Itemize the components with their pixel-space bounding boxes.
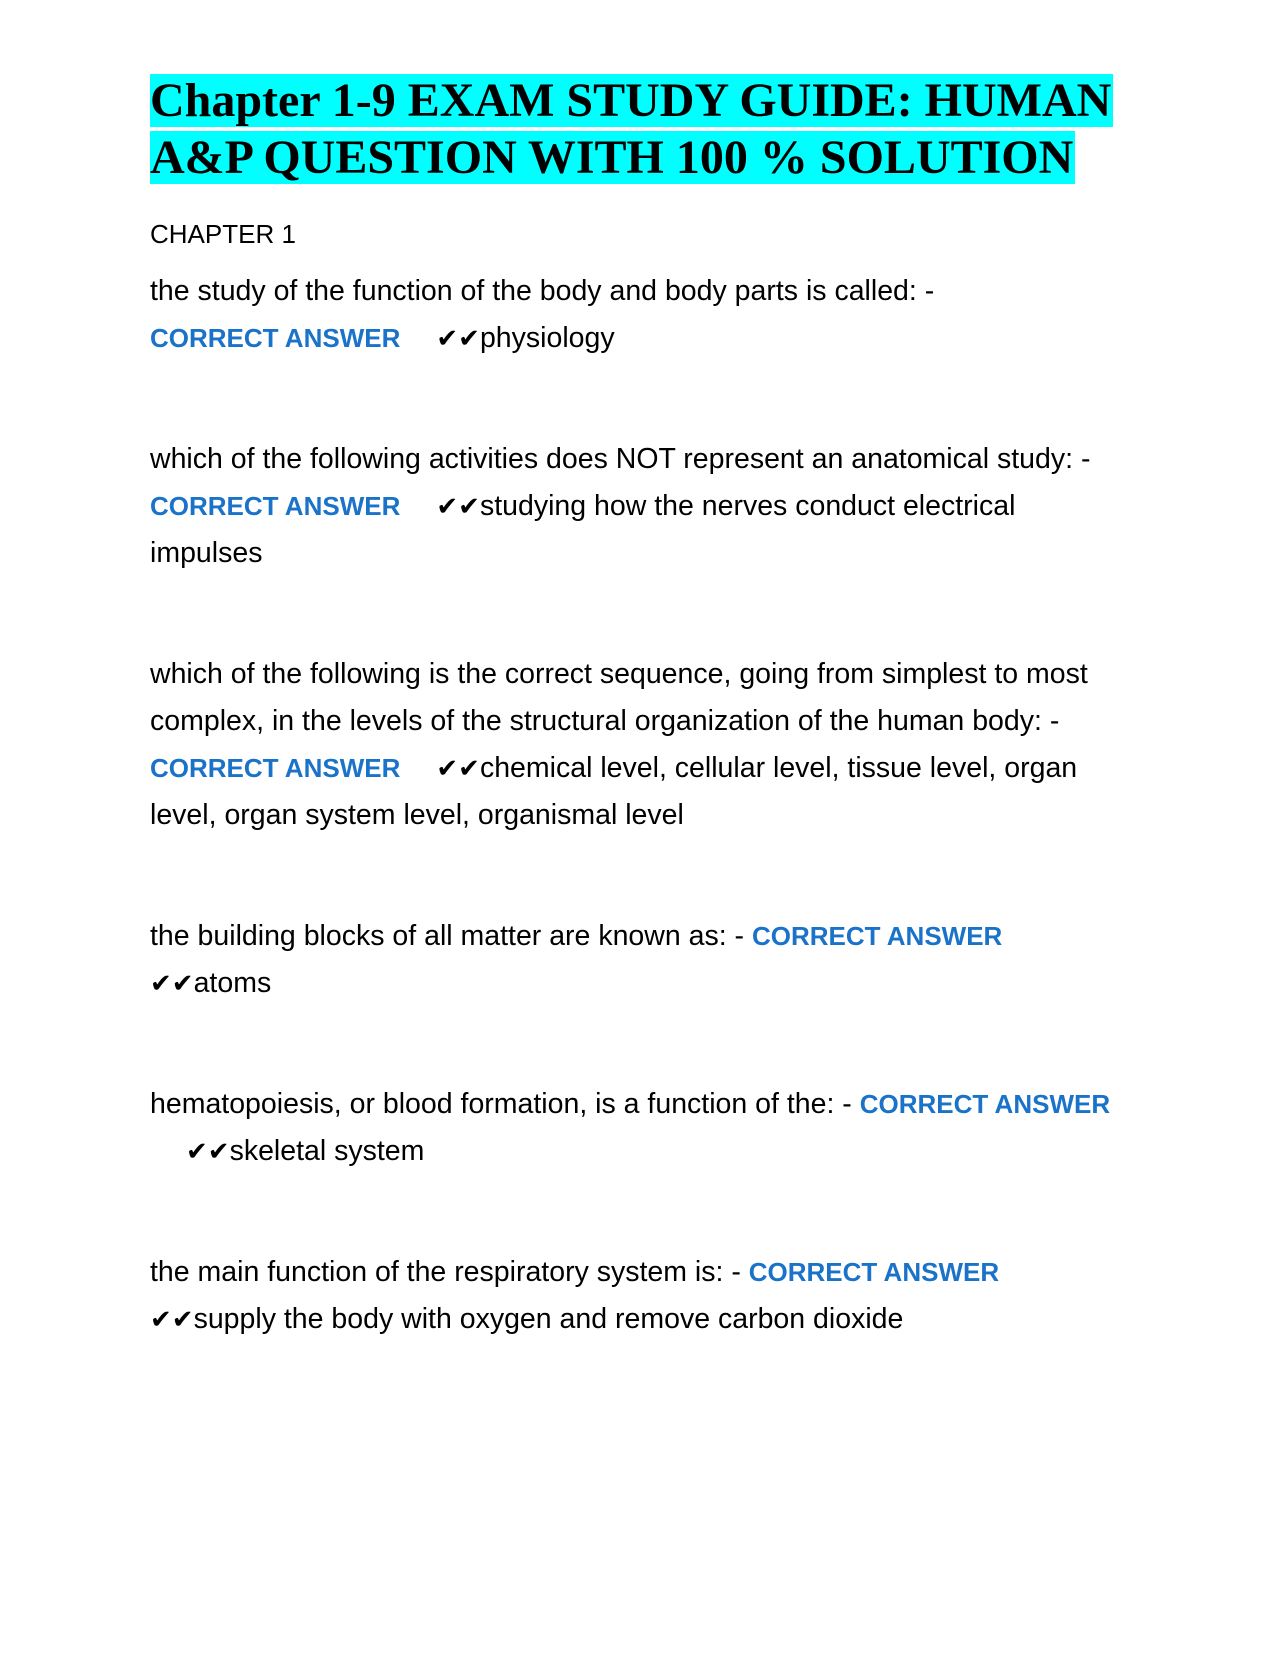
answer-text: studying how the nerves conduct electrical impulses: [150, 490, 1016, 569]
question-text: the study of the function of the body and body parts is called: -: [150, 275, 935, 307]
qa-item-6: [150, 1249, 1130, 1343]
document-content: [150, 72, 1130, 1343]
qa-item-3: [150, 651, 1130, 839]
qa-item-2: [150, 436, 1130, 577]
check-marks-icon: ✔✔: [150, 968, 194, 998]
correct-answer-label: CORRECT ANSWER: [751, 921, 1003, 951]
document-title: [150, 72, 1130, 186]
correct-answer-label: CORRECT ANSWER: [150, 753, 401, 783]
answer-text: physiology: [479, 322, 615, 354]
check-marks-icon: ✔✔: [436, 753, 480, 783]
correct-answer-label: CORRECT ANSWER: [859, 1089, 1111, 1119]
chapter-heading: CHAPTER 1: [150, 219, 296, 249]
check-marks-icon: ✔✔: [436, 323, 480, 353]
correct-answer-label: CORRECT ANSWER: [150, 491, 401, 521]
answer-text: skeletal system: [229, 1135, 425, 1167]
question-text: which of the following is the correct sequence, going from simplest to most complex, in the levels of the structural organization of the human body: -: [150, 658, 1088, 737]
question-text: which of the following activities does NOT represent an anatomical study: -: [150, 443, 1091, 475]
qa-item-4: [150, 913, 1130, 1007]
correct-answer-label: CORRECT ANSWER: [748, 1257, 1000, 1287]
correct-answer-label: CORRECT ANSWER: [150, 323, 401, 353]
answer-text: supply the body with oxygen and remove carbon dioxide: [193, 1303, 904, 1335]
answer-text: atoms: [193, 967, 272, 999]
answer-text: chemical level, cellular level, tissue level, organ level, organ system level, organismal level: [150, 752, 1078, 831]
qa-item-5: [150, 1081, 1130, 1175]
question-text: the building blocks of all matter are known as: -: [150, 920, 745, 952]
question-text: hematopoiesis, or blood formation, is a function of the: -: [150, 1088, 852, 1120]
question-text: the main function of the respiratory system is: -: [150, 1256, 741, 1288]
check-marks-icon: ✔✔: [436, 491, 480, 521]
title-highlight: Chapter 1-9 EXAM STUDY GUIDE: HUMAN A&P QUESTION WITH 100 % SOLUTION: [150, 74, 1112, 184]
qa-item-1: [150, 268, 1130, 362]
check-marks-icon: ✔✔: [150, 1304, 194, 1334]
check-marks-icon: ✔✔: [186, 1136, 230, 1166]
